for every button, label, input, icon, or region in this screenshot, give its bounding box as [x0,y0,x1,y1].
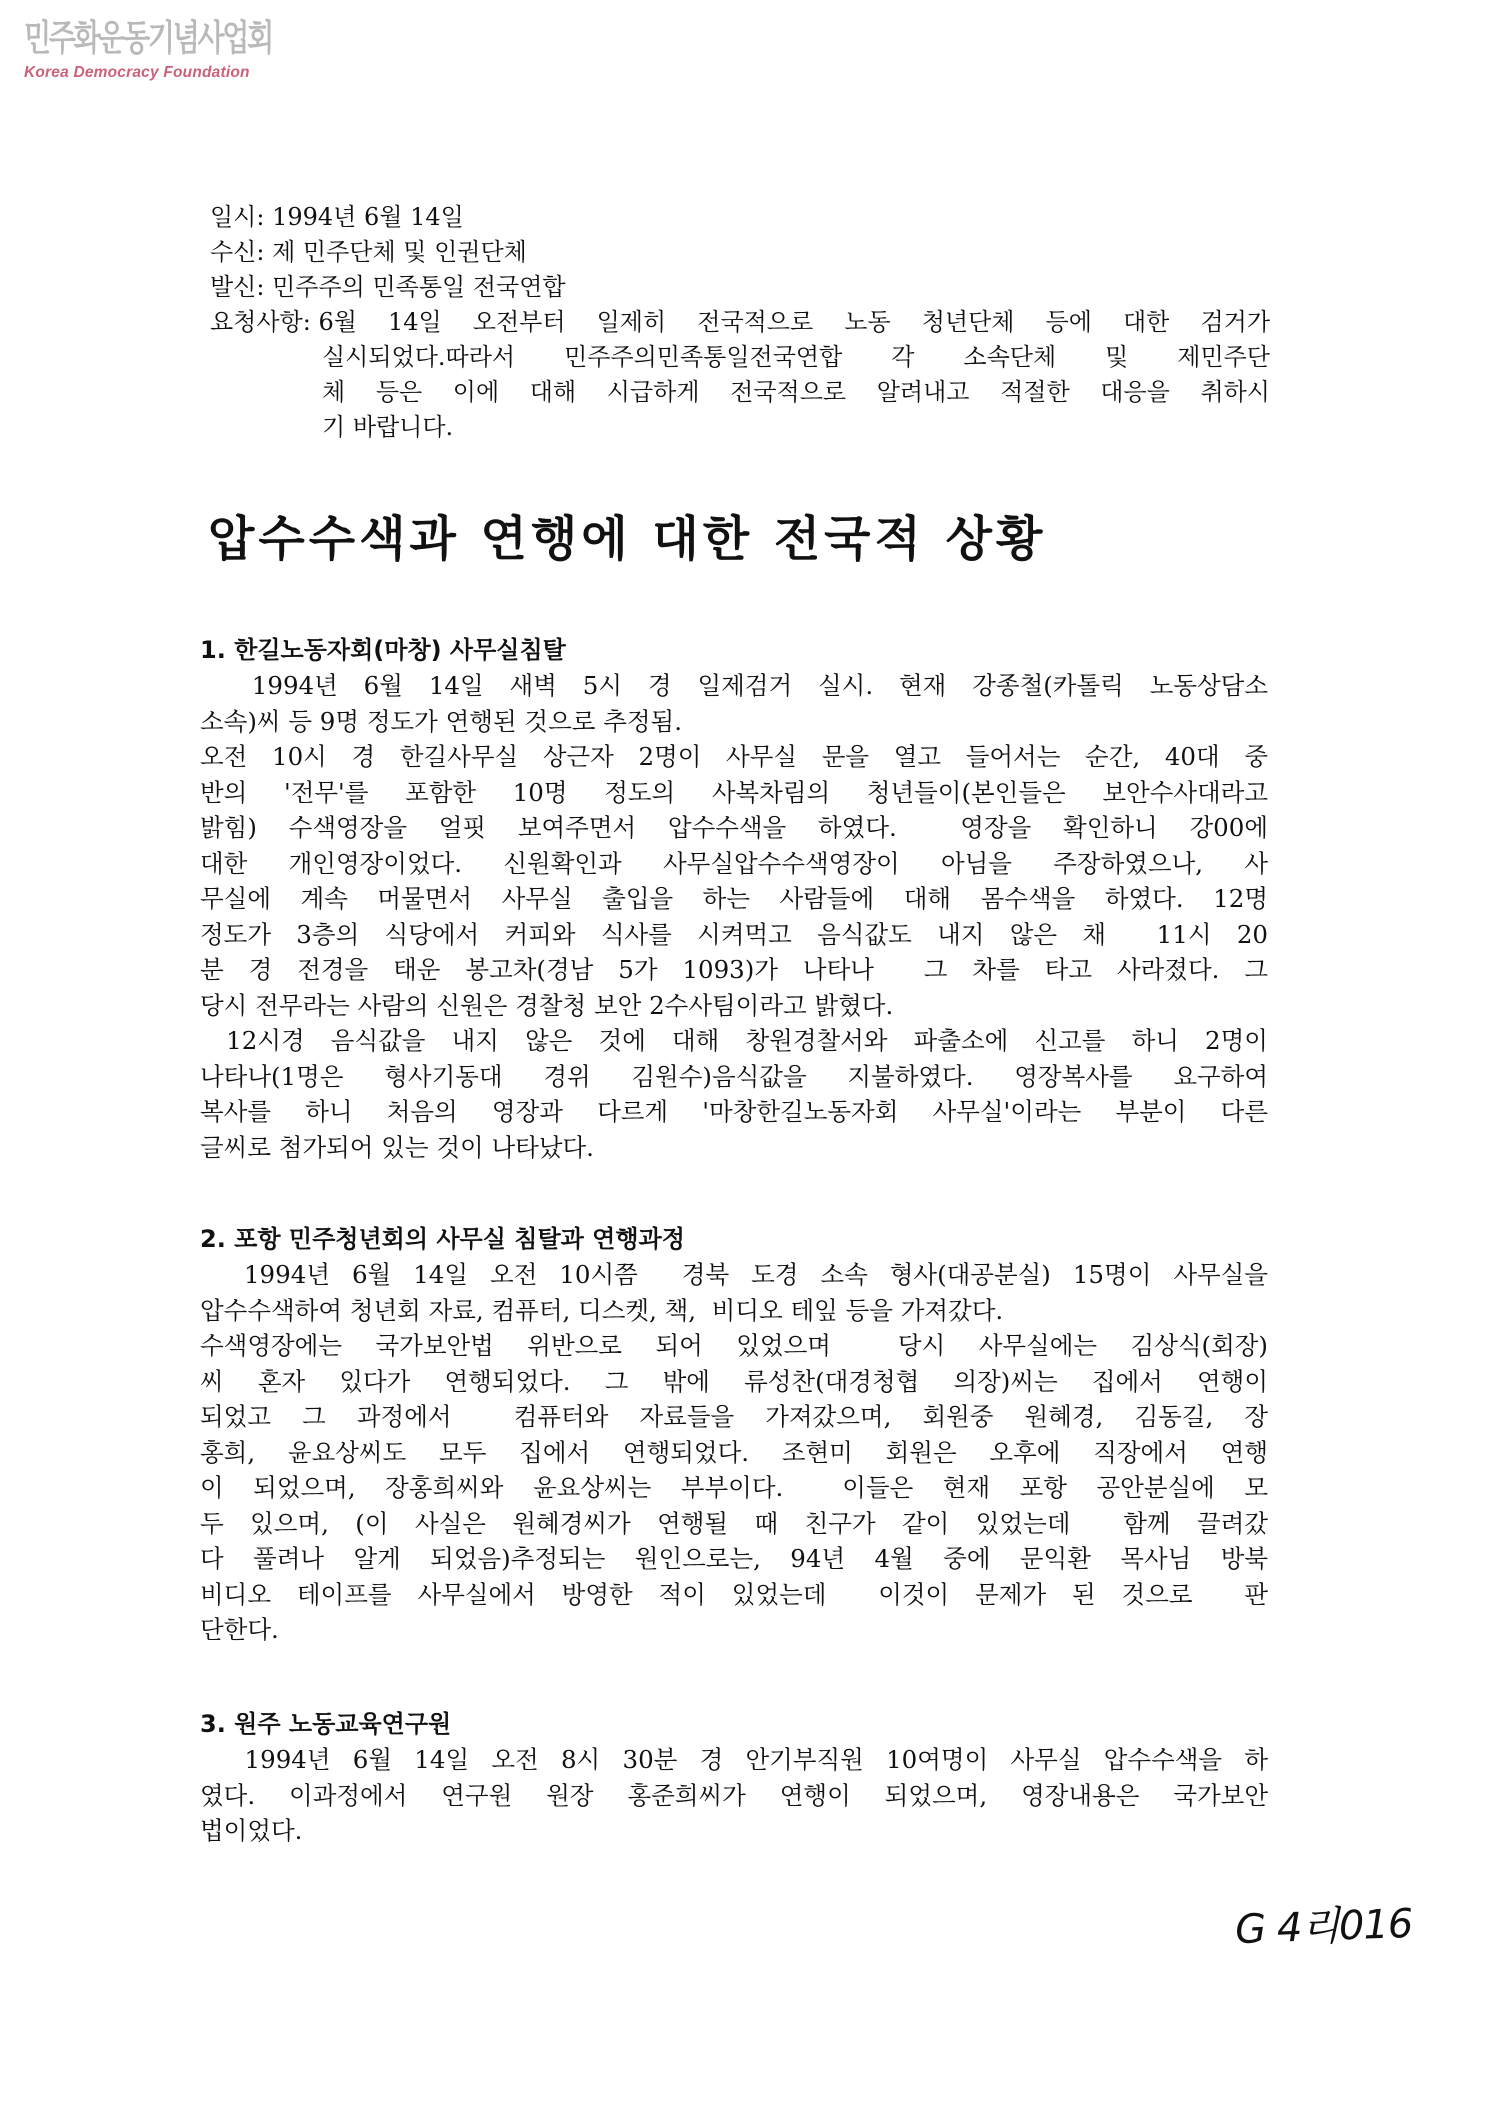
body-line: 다 풀려나 알게 되었음)추정되는 원인으로는, 94년 4월 중에 문익환 목사님 방북 [200,1544,1268,1573]
body-line: 분 경 전경을 태운 봉고차(경남 5가 1093)가 나타나 그 차를 타고 사라졌다. 그 [200,955,1268,984]
memo-header [210,200,1270,445]
header-date-row [210,200,1270,235]
logo-korean-text: 민주화운동기념사업회 [24,18,272,59]
body-line: 반의 '전무'를 포함한 10명 정도의 사복차림의 청년들이(본인들은 보안수사대라고 [200,777,1268,807]
body-line: 수색영장에는 국가보안법 위반으로 되어 있었으며 당시 사무실에는 김상식(회장) [200,1331,1268,1360]
paragraph [200,1257,1268,1328]
body-line: 소속)씨 등 9명 정도가 연행된 것으로 추정됨. [200,706,682,736]
body-line: 1994년 6월 14일 오전 10시쯤 경북 도경 소속 형사(대공분실) 15명이 사무실을 [200,1260,1269,1289]
paragraph [200,739,1268,1023]
section-heading: 3. 원주 노동교육연구원 [200,1710,452,1738]
request-line: 실시되었다.따라서 민주주의민족통일전국연합 각 소속단체 및 제민주단 [322,343,1270,371]
body-line: 이 되었으며, 장홍희씨와 윤요상씨는 부부이다. 이들은 현재 포항 공안분실에 모 [200,1473,1268,1502]
paragraph [200,1742,1268,1849]
body-line: 복사를 하니 처음의 영장과 다르게 '마창한길노동자회 사무실'이라는 부분이 다른 [200,1097,1268,1126]
body-line: 1994년 6월 14일 오전 8시 30분 경 안기부직원 10여명이 사무실 압수수색을 하 [200,1745,1269,1774]
body-line: 1994년 6월 14일 새벽 5시 경 일제검거 실시. 현재 강종철(카톨릭 노동상담소 [200,671,1269,700]
request-line: 기 바랍니다. [322,413,454,441]
body-line: 법이었다. [200,1816,303,1845]
logo-english-text: Korea Democracy Foundation [24,64,250,81]
document-title: 압수수색과 연행에 대한 전국적 상황 [208,511,1047,567]
handwritten-note: G 4리016 [1234,1900,1414,1954]
body-line: 두 있으며, (이 사실은 원혜경씨가 연행될 때 친구가 같이 있었는데 함께 끌려갔 [200,1508,1268,1538]
paragraph [200,668,1268,739]
foundation-logo [24,18,342,82]
body-line: 되었고 그 과정에서 컴퓨터와 자료들을 가져갔으며, 회원중 원혜경, 김동길, 장 [200,1402,1268,1431]
body-line: 비디오 테이프를 사무실에서 방영한 적이 있었는데 이것이 문제가 된 것으로 판 [200,1579,1268,1609]
body-line: 글씨로 첨가되어 있는 것이 나타났다. [200,1132,594,1162]
header-recipient-row [210,235,1270,270]
header-sender-row [210,270,1270,305]
header-request-row [210,305,1270,340]
body-line: 오전 10시 경 한길사무실 상근자 2명이 사무실 문을 열고 들어서는 순간, 40대 중 [200,742,1268,771]
section-heading: 1. 한길노동자회(마창) 사무실침탈 [200,636,566,664]
date-value: 1994년 6월 14일 [272,203,464,231]
body-line: 당시 전무라는 사람의 신원은 경찰청 보안 2수사팀이라고 밝혔다. [200,990,894,1020]
section-3 [200,1706,1268,1849]
date-label: 일시: [210,203,273,231]
recipient-label: 수신: [210,238,273,266]
request-label: 요청사항: [210,308,319,336]
section-heading: 2. 포항 민주청년회의 사무실 침탈과 연행과정 [200,1225,685,1253]
body-line: 였다. 이과정에서 연구원 원장 홍준희씨가 연행이 되었으며, 영장내용은 국가보안 [200,1780,1268,1810]
recipient-value: 제 민주단체 및 인권단체 [272,238,527,266]
paragraph [200,1328,1268,1648]
request-line: 체 등은 이에 대해 시급하게 전국적으로 알려내고 적절한 대응을 취하시 [322,378,1270,406]
sender-label: 발신: [210,273,273,301]
body-line: 12시경 음식값을 내지 않은 것에 대해 창원경찰서와 파출소에 신고를 하니 2명이 [200,1026,1268,1055]
request-line: 6월 14일 오전부터 일제히 전국적으로 노동 청년단체 등에 대한 검거가 [318,308,1270,336]
section-2 [200,1221,1268,1648]
section-1 [200,632,1268,1165]
body-line: 단한다. [200,1615,279,1644]
body-line: 홍희, 윤요상씨도 모두 집에서 연행되었다. 조현미 회원은 오후에 직장에서 연행 [200,1437,1268,1467]
body-line: 무실에 계속 머물면서 사무실 출입을 하는 사람들에 대해 몸수색을 하였다. 12명 [200,884,1268,913]
paragraph [200,1023,1268,1165]
body-line: 밝힘) 수색영장을 얼핏 보여주면서 압수수색을 하였다. 영장을 확인하니 강00에 [200,813,1268,842]
body-line: 정도가 3층의 식당에서 커피와 식사를 시켜먹고 음식값도 내지 않은 채 11시 20 [200,919,1268,949]
body-line: 씨 혼자 있다가 연행되었다. 그 밖에 류성찬(대경청협 의장)씨는 집에서 연행이 [200,1366,1268,1396]
body-line: 나타나(1명은 형사기동대 경위 김원수)음식값을 지불하였다. 영장복사를 요구하여 [200,1061,1268,1091]
body-line: 대한 개인영장이었다. 신원확인과 사무실압수수색영장이 아님을 주장하였으나, 사 [200,848,1268,878]
sender-value: 민주주의 민족통일 전국연합 [272,273,566,301]
body-line: 압수수색하여 청년회 자료, 컴퓨터, 디스켓, 책, 비디오 테잎 등을 가져갔다. [200,1295,1004,1325]
